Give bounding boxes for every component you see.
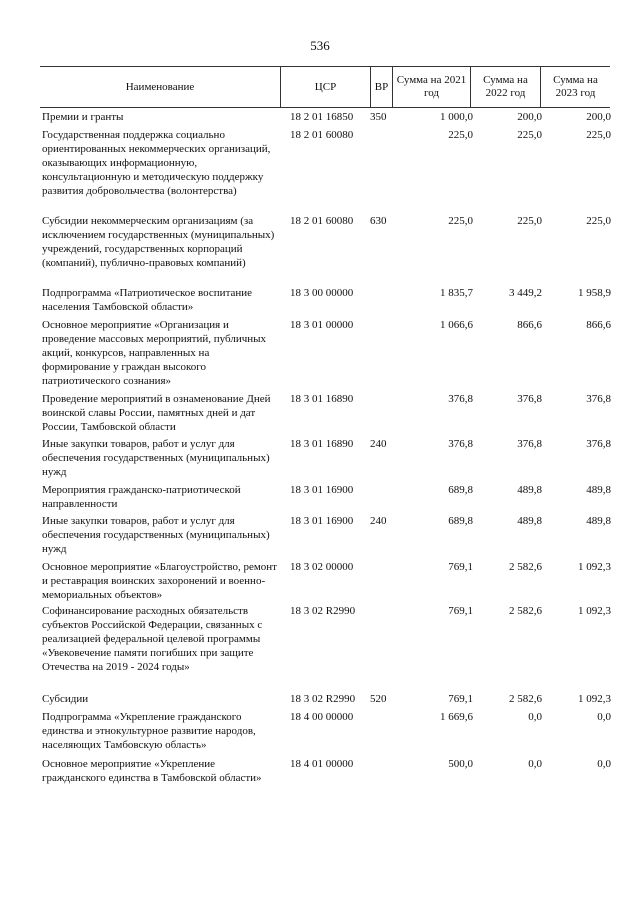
header-sum-2023: Сумма на 2023 год [553, 74, 598, 99]
row-vr: 630 [370, 215, 387, 227]
row-vr: 240 [370, 515, 387, 527]
row-sum-2023: 0,0 [597, 758, 611, 770]
row-csr: 18 4 00 00000 [290, 711, 354, 723]
row-sum-2023: 376,8 [586, 438, 611, 450]
row-csr: 18 2 01 60080 [290, 129, 354, 141]
row-sum-2023: 1 958,9 [578, 287, 611, 299]
header-sum-2022: Сумма на 2022 год [483, 74, 528, 99]
row-name: Субсидии некоммерческим организациям (за исключением государственных (муниципальных) учреждений, государственных корпораций (компаний), публично-правовых компаний) [42, 215, 275, 269]
row-name: Субсидии [42, 693, 89, 705]
row-vr: 240 [370, 438, 387, 450]
row-sum-2021: 376,8 [448, 438, 473, 450]
row-sum-2022: 376,8 [517, 393, 542, 405]
row-sum-2023: 1 092,3 [578, 561, 611, 573]
row-name: Основное мероприятие «Организация и проведение массовых мероприятий, публичных акций, конкурсов, направленных на формирование у граждан высокого патриотического сознания» [42, 319, 267, 387]
row-name: Основное мероприятие «Благоустройство, ремонт и реставрация воинских захоронений и военно-мемориальных объектов» [42, 561, 277, 601]
row-sum-2023: 0,0 [597, 711, 611, 723]
row-sum-2021: 1 835,7 [440, 287, 473, 299]
row-sum-2022: 200,0 [517, 111, 542, 123]
row-name: Подпрограмма «Укрепление гражданского единства и этнокультурное развитие народов, населяющих Тамбовскую область» [42, 711, 256, 751]
row-sum-2022: 2 582,6 [509, 605, 542, 617]
row-name: Премии и гранты [42, 111, 124, 123]
row-csr: 18 3 01 16900 [290, 515, 354, 527]
row-sum-2021: 225,0 [448, 129, 473, 141]
row-sum-2022: 2 582,6 [509, 693, 542, 705]
row-sum-2023: 376,8 [586, 393, 611, 405]
row-sum-2021: 769,1 [448, 693, 473, 705]
row-sum-2022: 376,8 [517, 438, 542, 450]
row-sum-2021: 689,8 [448, 515, 473, 527]
row-csr: 18 3 00 00000 [290, 287, 354, 299]
row-name: Основное мероприятие «Укрепление гражданского единства в Тамбовской области» [42, 758, 262, 784]
row-sum-2021: 500,0 [448, 758, 473, 770]
row-sum-2021: 376,8 [448, 393, 473, 405]
header-sum-2021: Сумма на 2021 год [396, 74, 467, 99]
row-sum-2021: 769,1 [448, 605, 473, 617]
row-sum-2021: 225,0 [448, 215, 473, 227]
row-csr: 18 3 01 16890 [290, 393, 354, 405]
row-sum-2021: 1 000,0 [440, 111, 473, 123]
row-sum-2023: 489,8 [586, 484, 611, 496]
row-csr: 18 3 01 16900 [290, 484, 354, 496]
row-csr: 18 3 02 R2990 [290, 605, 356, 617]
row-name: Мероприятия гражданско-патриотической направленности [42, 484, 241, 510]
row-sum-2023: 1 092,3 [578, 605, 611, 617]
row-vr: 520 [370, 693, 387, 705]
header-csr: ЦСР [314, 80, 337, 93]
row-csr: 18 2 01 60080 [290, 215, 354, 227]
row-name: Софинансирование расходных обязательств субъектов Российской Федерации, связанных с реализацией федеральной целевой программы «Увековечение памяти погибших при защите Отечества на 2019 - 2024 годы» [42, 605, 263, 673]
row-csr: 18 4 01 00000 [290, 758, 354, 770]
row-csr: 18 3 02 00000 [290, 561, 354, 573]
row-sum-2022: 0,0 [528, 711, 542, 723]
header-name: Наименование [125, 80, 195, 93]
row-sum-2022: 3 449,2 [509, 287, 542, 299]
row-sum-2021: 769,1 [448, 561, 473, 573]
row-sum-2022: 2 582,6 [509, 561, 542, 573]
row-sum-2023: 225,0 [586, 215, 611, 227]
row-sum-2022: 225,0 [517, 215, 542, 227]
row-name: Проведение мероприятий в ознаменование Дней воинской славы России, памятных дней и дат России, Тамбовской области [42, 393, 271, 433]
row-sum-2023: 1 092,3 [578, 693, 611, 705]
row-sum-2021: 689,8 [448, 484, 473, 496]
table-header [40, 66, 610, 108]
row-csr: 18 3 01 00000 [290, 319, 354, 331]
row-sum-2022: 489,8 [517, 515, 542, 527]
row-name: Подпрограмма «Патриотическое воспитание населения Тамбовской области» [42, 287, 253, 313]
row-vr: 350 [370, 111, 387, 123]
row-sum-2023: 866,6 [586, 319, 611, 331]
row-sum-2023: 200,0 [586, 111, 611, 123]
row-sum-2022: 0,0 [528, 758, 542, 770]
row-sum-2021: 1 669,6 [440, 711, 473, 723]
row-csr: 18 3 01 16890 [290, 438, 354, 450]
row-name: Иные закупки товаров, работ и услуг для обеспечения государственных (муниципальных) нужд [42, 515, 270, 555]
row-name: Иные закупки товаров, работ и услуг для обеспечения государственных (муниципальных) нужд [42, 438, 270, 478]
row-sum-2023: 489,8 [586, 515, 611, 527]
row-sum-2022: 866,6 [517, 319, 542, 331]
row-sum-2023: 225,0 [586, 129, 611, 141]
row-csr: 18 2 01 16850 [290, 111, 354, 123]
row-csr: 18 3 02 R2990 [290, 693, 356, 705]
header-vr: ВР [374, 80, 389, 93]
row-sum-2022: 225,0 [517, 129, 542, 141]
page-number: 536 [310, 38, 330, 53]
row-sum-2022: 489,8 [517, 484, 542, 496]
row-sum-2021: 1 066,6 [440, 319, 473, 331]
row-name: Государственная поддержка социально ориентированных некоммерческих организаций, оказывающих информационную, консультационную и методическую поддержку развития добровольчества (волонтерства) [42, 129, 271, 197]
